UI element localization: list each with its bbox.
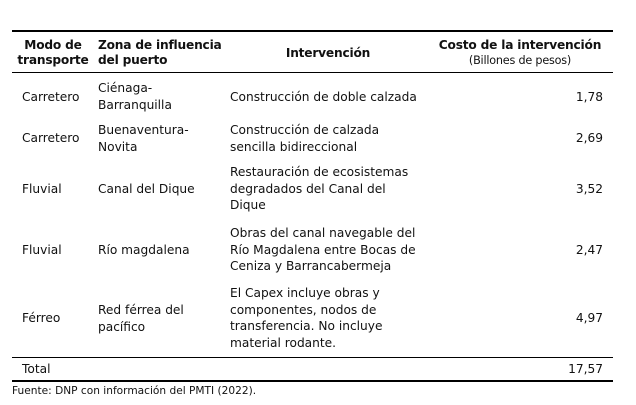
row-2-mode: Carretero bbox=[22, 131, 80, 145]
row-4-cost: 2,47 bbox=[575, 243, 603, 257]
row-4-zone bbox=[98, 242, 190, 259]
header-cost-line2: (Billones de pesos) bbox=[468, 54, 572, 67]
row-1-zone bbox=[98, 80, 172, 113]
row-4-mode: Fluvial bbox=[22, 243, 62, 257]
row-5-intervention-line3: transferencia. No incluye bbox=[230, 319, 383, 333]
row-1-zone-line2: Barranquilla bbox=[98, 97, 172, 112]
row-5-mode: Férreo bbox=[22, 311, 61, 325]
header-intervention bbox=[228, 46, 428, 61]
row-2-intervention-line2: sencilla bidireccional bbox=[230, 139, 358, 154]
row-3-zone-line1: Canal del Dique bbox=[98, 182, 195, 196]
row-3-zone bbox=[98, 181, 195, 198]
header-zone-line2: del puerto bbox=[98, 53, 168, 67]
total-label: Total bbox=[22, 362, 51, 376]
row-5-intervention-line2: componentes, nodos de bbox=[230, 302, 377, 317]
row-1-mode: Carretero bbox=[22, 90, 80, 104]
row-5-zone-line1: Red férrea del bbox=[98, 303, 184, 317]
row-3-intervention-line1: Restauración de ecosistemas bbox=[230, 165, 409, 179]
row-4-intervention-line1: Obras del canal navegable del bbox=[230, 226, 416, 240]
row-3-intervention bbox=[230, 164, 408, 214]
row-1-zone-line1: Ciénaga- bbox=[98, 81, 153, 95]
row-2-zone-line1: Buenaventura- bbox=[98, 123, 189, 137]
row-5-cost: 4,97 bbox=[575, 311, 603, 325]
row-2-cost: 2,69 bbox=[575, 131, 603, 145]
row-4-intervention-line3: Ceniza y Barrancabermeja bbox=[230, 259, 392, 273]
row-2-intervention bbox=[230, 122, 379, 155]
row-4-intervention-line2: Río Magdalena entre Bocas de bbox=[230, 242, 416, 257]
header-mode bbox=[14, 38, 92, 68]
top-rule bbox=[12, 30, 613, 32]
header-intervention-label: Intervención bbox=[285, 46, 371, 60]
row-3-cost: 3,52 bbox=[575, 182, 603, 196]
header-cost-line1: Costo de la intervención bbox=[438, 38, 602, 52]
header-zone-line1: Zona de influencia bbox=[98, 38, 222, 52]
header-mode-line1: Modo de bbox=[24, 38, 82, 52]
bottom-rule bbox=[12, 380, 613, 382]
header-mode-line2: transporte bbox=[17, 53, 89, 67]
row-3-intervention-line3: Dique bbox=[230, 198, 266, 212]
source-note: Fuente: DNP con información del PMTI (2022). bbox=[12, 385, 257, 397]
header-cost bbox=[430, 38, 610, 68]
row-5-intervention bbox=[230, 285, 382, 351]
row-2-intervention-line1: Construcción de calzada bbox=[230, 123, 380, 137]
row-2-zone bbox=[98, 122, 189, 155]
row-4-intervention bbox=[230, 225, 416, 275]
row-1-cost: 1,78 bbox=[575, 90, 603, 104]
row-3-mode: Fluvial bbox=[22, 182, 62, 196]
header-rule bbox=[12, 72, 613, 73]
total-value: 17,57 bbox=[568, 362, 603, 376]
row-5-intervention-line4: material rodante. bbox=[230, 335, 337, 350]
row-3-intervention-line2: degradados del Canal del bbox=[230, 181, 386, 196]
row-2-zone-line2: Novita bbox=[98, 139, 138, 154]
total-rule bbox=[12, 357, 613, 358]
header-zone bbox=[98, 38, 222, 68]
row-4-zone-line1: Río magdalena bbox=[98, 243, 190, 257]
row-5-zone bbox=[98, 302, 184, 335]
row-1-intervention bbox=[230, 89, 417, 106]
row-5-zone-line2: pacífico bbox=[98, 319, 146, 334]
row-5-intervention-line1: El Capex incluye obras y bbox=[230, 286, 380, 300]
row-1-intervention-line1: Construcción de doble calzada bbox=[230, 90, 417, 104]
